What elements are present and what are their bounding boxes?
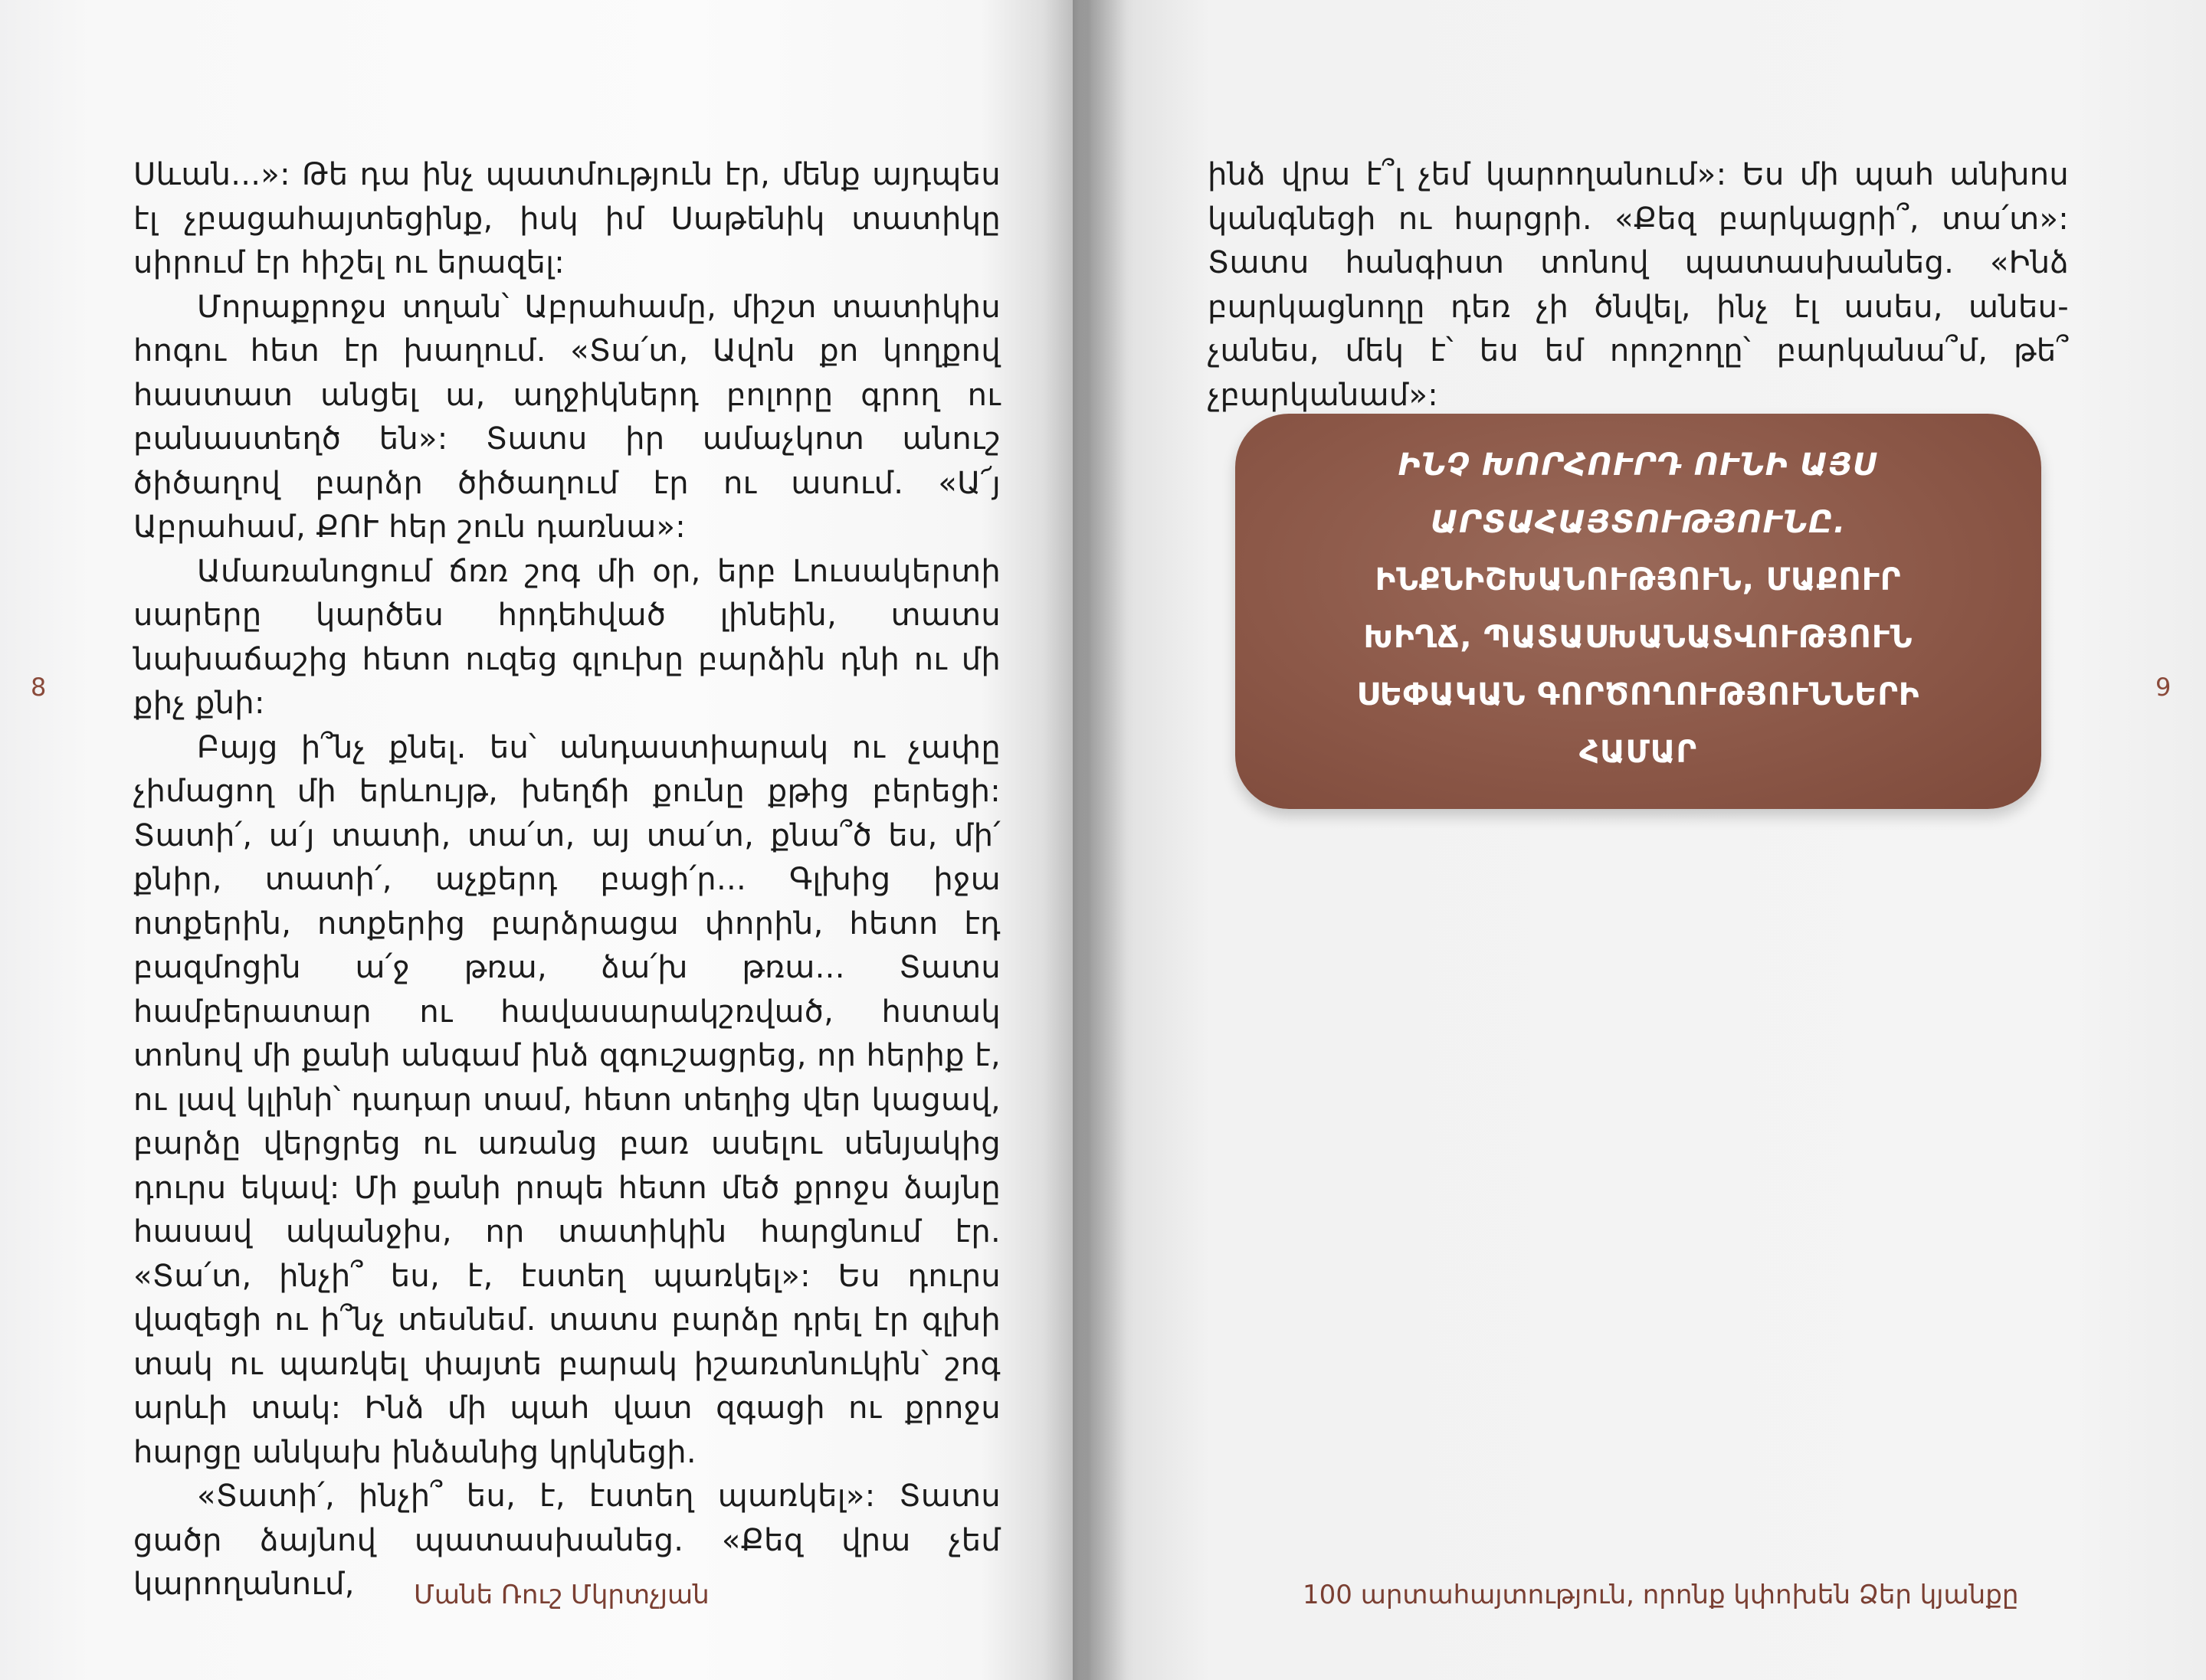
page-number-right: 9 [2155, 673, 2172, 702]
left-page-body [133, 153, 1001, 1607]
paragraph: «Տատի՛, ինչի՞ ես, է, էստեղ պառկել»: Տատս ցածր ձայնով պատասխանեց. «Քեզ վրա չեմ կարողանում, [133, 1479, 1001, 1602]
paragraph: Սևան...»: Թե դա ինչ պատմություն էր, մենք այդպես էլ չբացահայտեցինք, իսկ իմ Սաթենիկ տատիկը սիրում էր հիշել ու երազել: [133, 157, 1001, 280]
quote-line: ՀԱՄԱՐ [1579, 735, 1697, 770]
quote-line: ԻՆՔՆԻՇԽԱՆՈՒԹՅՈՒՆ, ՄԱՔՈՒՐ [1375, 562, 1902, 598]
page-number-left: 8 [31, 673, 47, 702]
quote-line: ԽԻՂՃ, ՊԱՏԱՍԽԱՆԱՏՎՈՒԹՅՈՒՆ [1363, 620, 1913, 655]
footer-book-title: 100 արտահայտություն, որոնք կփոխեն Ձեր կյանքը [1303, 1580, 2019, 1610]
paragraph: Մորաքրոջս տղան՝ Աբրահամը, միշտ տատիկիս հոգու հետ էր խաղում. «Տա՛տ, Ավոն քո կողքով հաստատ անցել ա, աղջիկներդ բոլորը գրող ու բանաստեղծ են»: Տատս իր ամաչկոտ անուշ ծիծաղով բարձր ծիծաղում էր ու ասում. «Ա՜յ Աբրահամ, ՔՈՒ հեր շուն դառնա»: [133, 289, 1001, 545]
right-page-body [1208, 153, 2069, 418]
quote-line: ԻՆՉ ԽՈՐՀՈՒՐԴ ՈՒՆԻ ԱՅՍ [1398, 447, 1879, 483]
quote-line: ՍԵՓԱԿԱՆ ԳՈՐԾՈՂՈՒԹՅՈՒՆՆԵՐԻ [1356, 677, 1920, 712]
footer-author: Մանե Ռուշ Մկրտչյան [414, 1580, 710, 1610]
quote-line: ԱՐՏԱՀԱՅՏՈՒԹՅՈՒՆԸ. [1430, 505, 1847, 540]
quote-box [1235, 414, 2041, 809]
quote-text [1235, 437, 2041, 781]
paragraph: Բայց ի՞նչ քնել. ես՝ անդաստիարակ ու չափը չիմացող մի երևույթ, խեղճի քունը քթից բերեցի: Տատի՛, ա՛յ տատի, տա՛տ, այ տա՛տ, քնա՞ծ ես, մի՛ քնիր, տատի՛, աչքերդ բացի՛ր... Գլխից իջա ոտքերին, ոտքերից բարձրացա փորին, հետո էդ բազմոցին ա՛ջ թռա, ձա՛խ թռա... Տատս համբերատար ու հավասարակշռված, հստակ տոնով մի քանի անգամ ինձ զգուշացրեց, որ հերիք է, ու լավ կլինի՝ դադար տամ, հետո տեղից վեր կացավ, բարձը վերցրեց ու առանց բառ ասելու սենյակից դուրս եկավ: Մի քանի րոպե հետո մեծ քրոջս ձայնը հասավ ականջիս, որ տատիկին հարցնում էր. «Տա՛տ, ինչի՞ ես, է, էստեղ պառկել»: Ես դուրս վազեցի ու ի՞նչ տեսնեմ. տատս բարձը դրել էր գլխի տակ ու պառկել փայտե բարակ իշառտնուկին՝ շոգ արևի տակ: Ինձ մի պահ վատ զգացի ու քրոջս հարցը անկախ ինձանից կրկնեցի. [133, 729, 1001, 1470]
left-page [0, 0, 1073, 1680]
right-page [1073, 0, 2206, 1680]
paragraph: Ամառանոցում ճռռ շոգ մի օր, երբ Լուսակերտի սարերը կարծես հրդեհված լինեին, տատս նախաճաշից հետո ուզեց գլուխը բարձին դնի ու մի քիչ քնի: [133, 553, 1001, 721]
paragraph: ինձ վրա է՞լ չեմ կարողանում»: Ես մի պահ անխոս կանգնեցի ու հարցրի. «Քեզ բարկացրի՞, տա՛տ»: Տատս հանգիստ տոնով պատասխանեց. «Ինձ բարկացնողը դեռ չի ծնվել, ինչ էլ ասես, անես-չանես, մեկ է՝ ես եմ որոշողը՝ բարկանա՞մ, թե՞ չբարկանամ»: [1208, 157, 2069, 413]
